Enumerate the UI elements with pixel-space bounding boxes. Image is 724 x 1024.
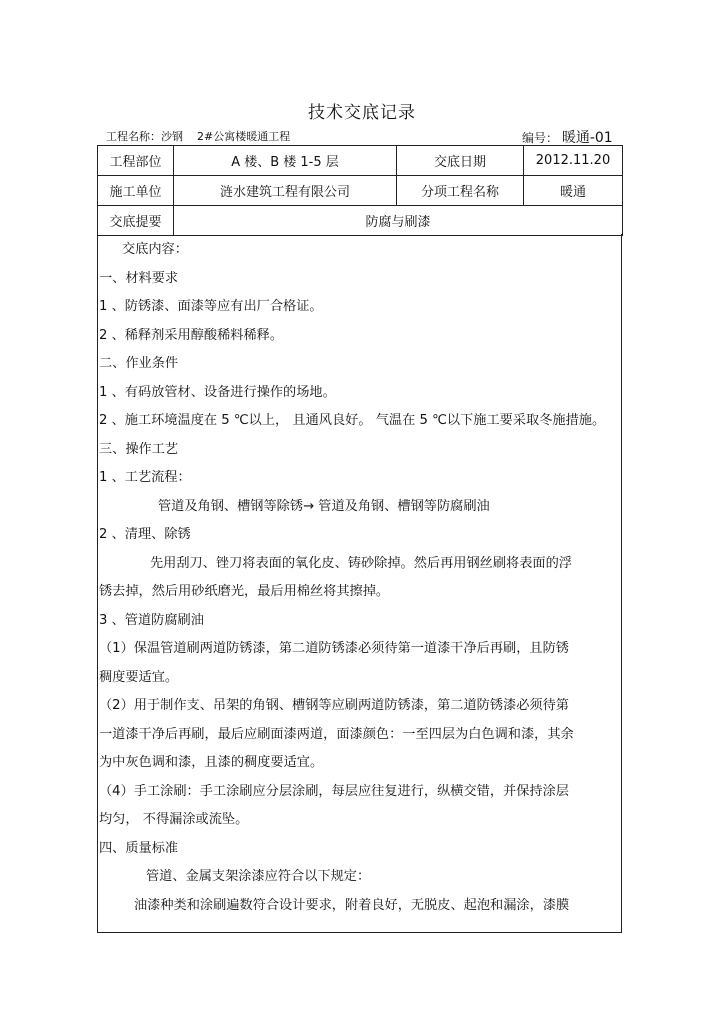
project-part-label: 工程部位 [98, 146, 174, 176]
section-heading: 一、材料要求 [99, 271, 179, 286]
summary-value: 防腐与刷漆 [174, 206, 623, 236]
content-line: 稠度要适宜。 [99, 670, 179, 685]
date-value: 2012.11.20 [524, 146, 623, 176]
project-part-value: A 楼、B 楼 1-5 层 [174, 146, 397, 176]
process-flow: 管道及角钢、槽钢等除锈→ 管道及角钢、槽钢等防腐刷油 [158, 499, 490, 514]
content-line: 1 、防锈漆、面漆等应有出厂合格证。 [99, 299, 323, 314]
content-line: 2 、稀释剂采用醇酸稀料稀释。 [99, 328, 284, 343]
content-line: 管道、金属支架涂漆应符合以下规定： [146, 869, 371, 884]
project-name-label: 工程名称：沙钢 [106, 130, 183, 143]
content-line: （1）保温管道刷两道防锈漆，第二道防锈漆必须待第一道漆干净后再刷，且防锈 [99, 641, 569, 656]
table-row [98, 146, 623, 176]
content-line: 3 、管道防腐刷油 [99, 613, 204, 628]
content-line: 1 、工艺流程： [99, 470, 191, 485]
document-title: 技术交底记录 [308, 103, 416, 123]
content-line: 为中灰色调和漆，且漆的稠度要适宜。 [99, 755, 324, 770]
content-line: 2 、清理、除锈 [99, 527, 191, 542]
summary-label: 交底提要 [98, 206, 174, 236]
content-line: 油漆种类和涂刷遍数符合设计要求，附着良好，无脱皮、起泡和漏涂，漆膜 [134, 898, 570, 913]
header-table [97, 145, 623, 236]
content-line: 先用刮刀、锉刀将表面的氧化皮、铸砂除掉。然后再用钢丝刷将表面的浮 [150, 556, 572, 571]
code-value: 暖通-01 [561, 130, 613, 146]
sub-project-label: 分项工程名称 [397, 176, 524, 206]
section-heading: 三、操作工艺 [99, 442, 179, 457]
content-line: 1 、有码放管材、设备进行操作的场地。 [99, 385, 336, 400]
table-row [98, 206, 623, 236]
content-line: （4）手工涂刷：手工涂刷应分层涂刷，每层应往复进行，纵横交错，并保持涂层 [99, 784, 569, 799]
content-heading: 交底内容： [122, 242, 188, 257]
date-label: 交底日期 [397, 146, 524, 176]
content-line: （2）用于制作支、吊架的角钢、槽钢等应刷两道防锈漆，第二道防锈漆必须待第 [99, 698, 569, 713]
section-heading: 二、作业条件 [99, 356, 179, 371]
content-line: 2 、施工环境温度在 5 ℃以上， 且通风良好。 气温在 5 ℃以下施工要采取冬施措施。 [99, 413, 606, 428]
section-heading: 四、质量标准 [99, 841, 179, 856]
sub-project-value: 暖通 [524, 176, 623, 206]
content-line: 一道漆干净后再刷，最后应刷面漆两道，面漆颜色：一至四层为白色调和漆，其余 [99, 727, 574, 742]
project-name-value: 2#公寓楼暖通工程 [197, 130, 291, 143]
content-line: 均匀， 不得漏涂或流坠。 [99, 812, 249, 827]
document-code [522, 127, 613, 147]
contractor-value: 涟水建筑工程有限公司 [174, 176, 397, 206]
contractor-label: 施工单位 [98, 176, 174, 206]
code-label: 编号： [522, 131, 559, 145]
content-line: 锈去掉，然后用砂纸磨光，最后用棉丝将其擦掉。 [99, 584, 390, 599]
project-name [106, 128, 290, 144]
table-row [98, 176, 623, 206]
